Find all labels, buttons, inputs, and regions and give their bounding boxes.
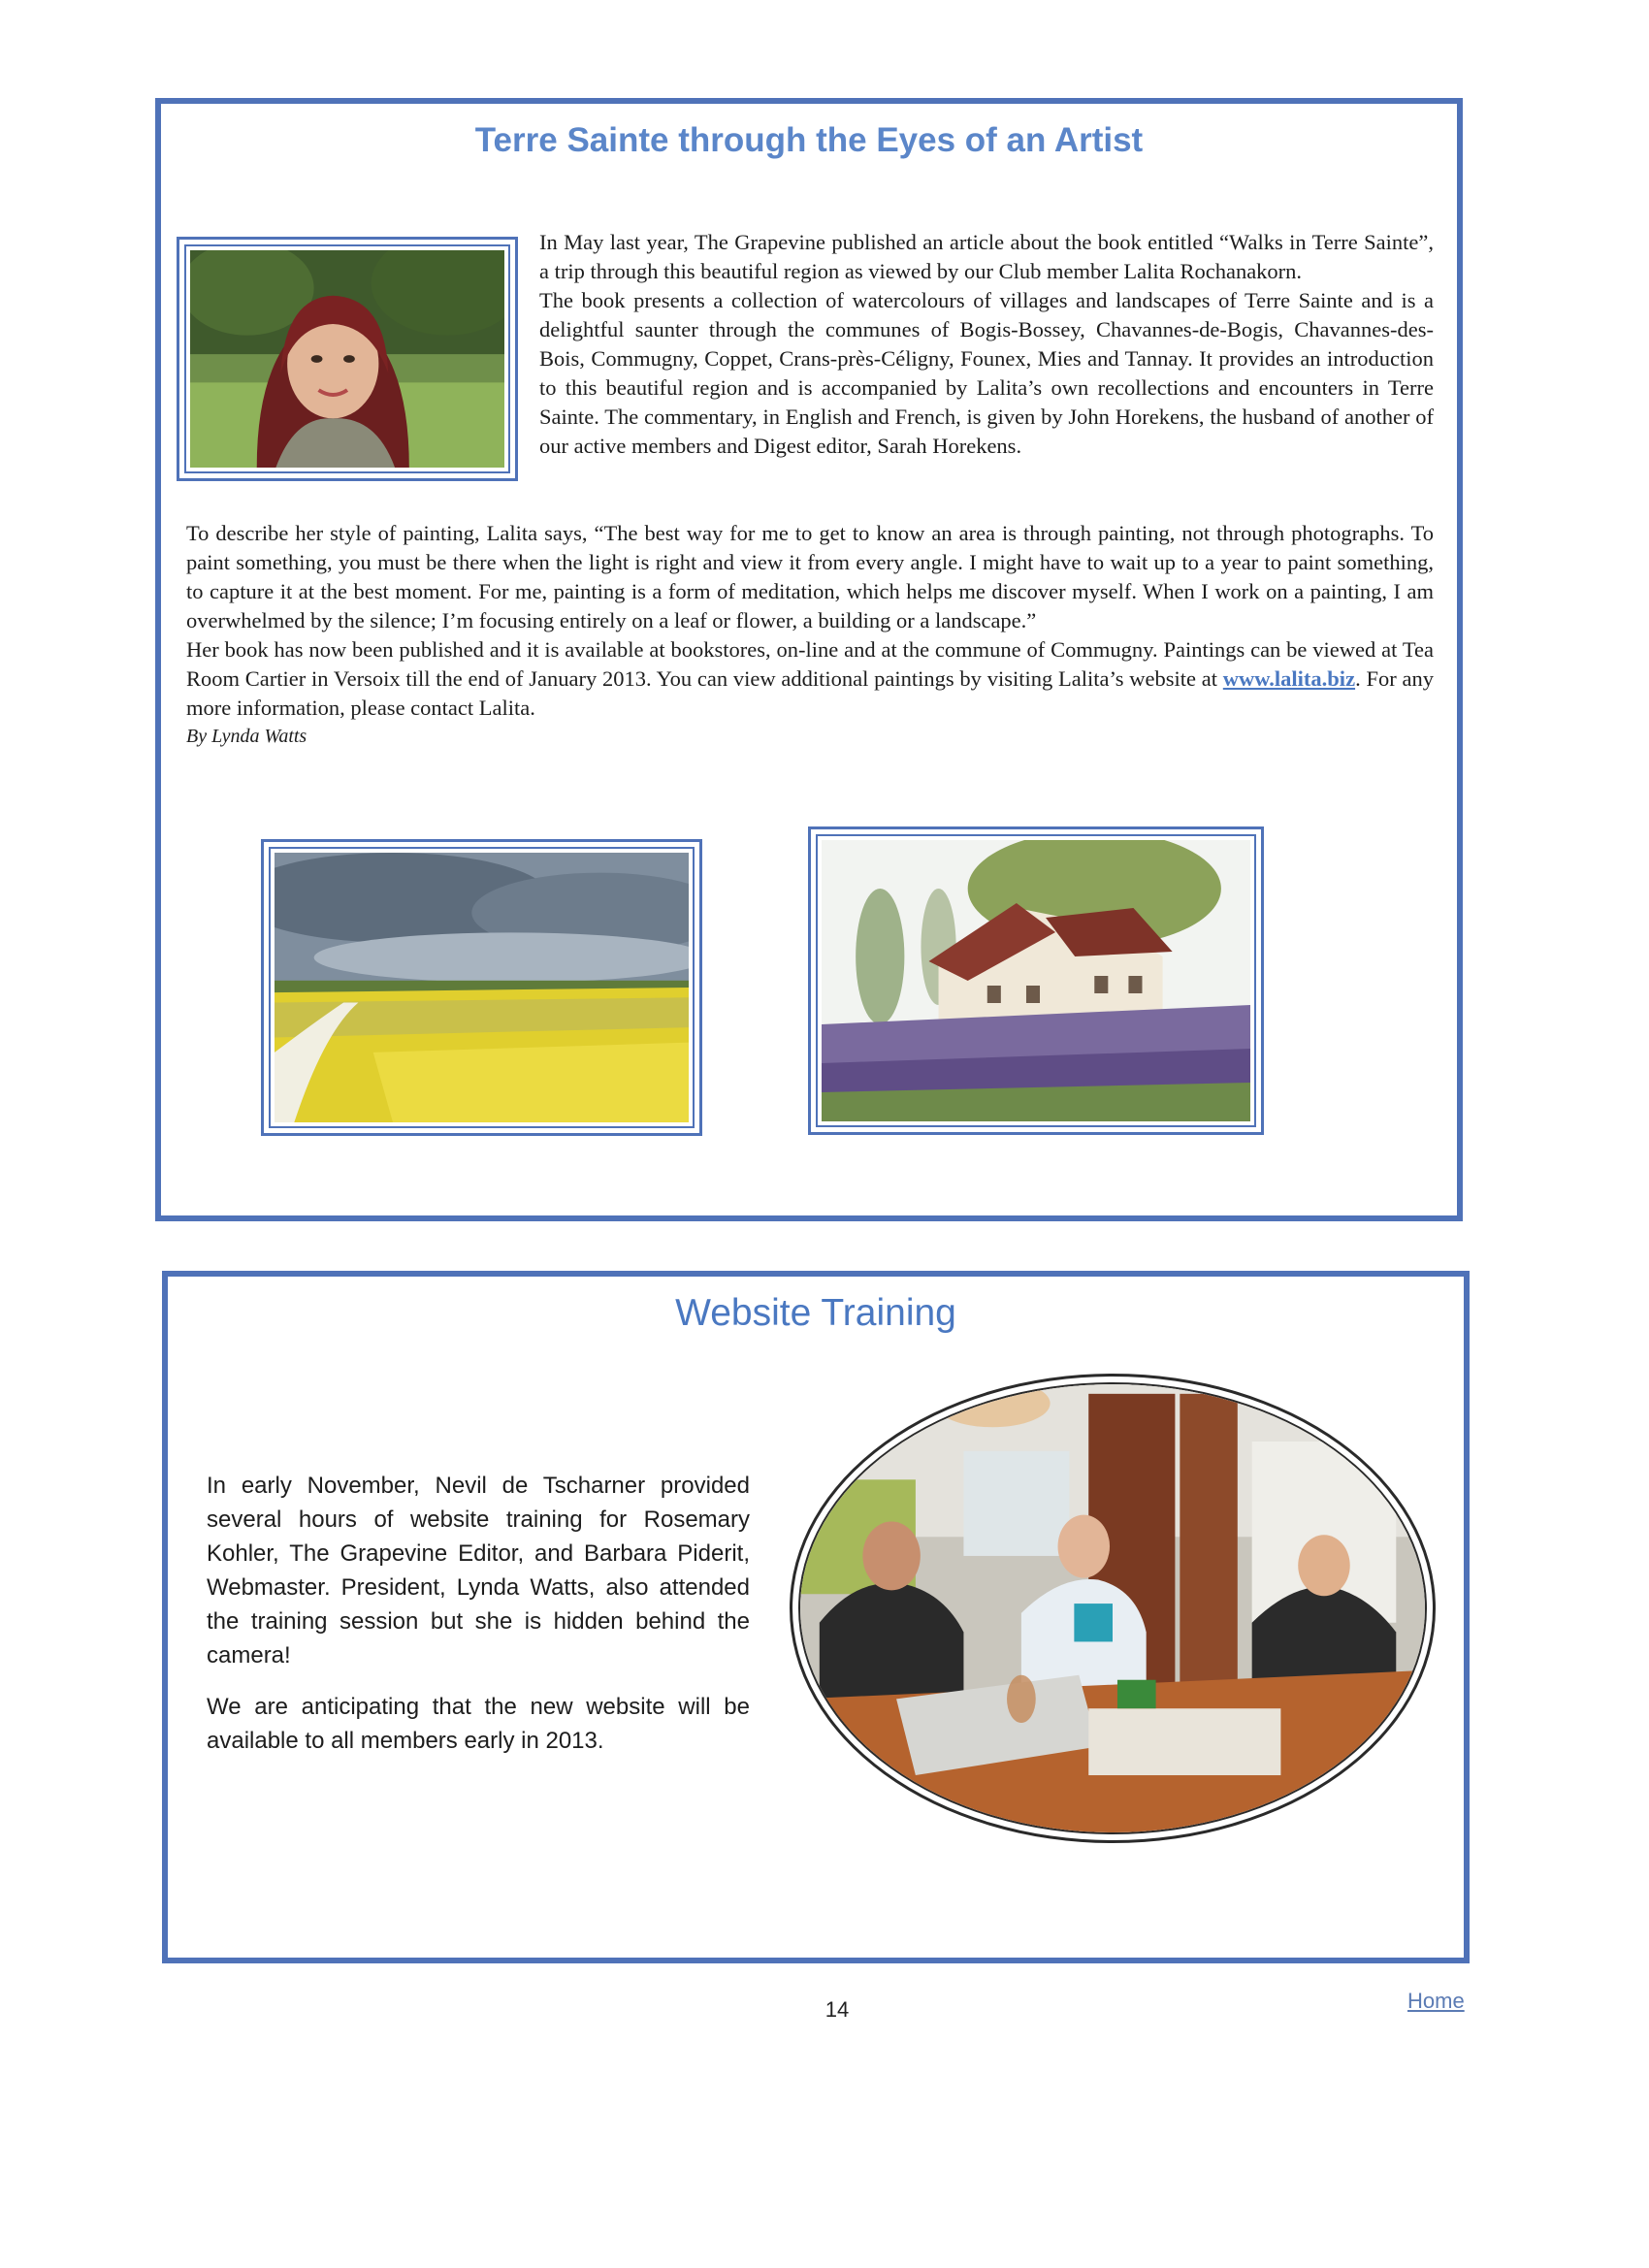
artist-article-box: [155, 98, 1463, 1221]
availability-text-end: . For any more information, please contact Lalita.: [186, 666, 1434, 720]
home-link[interactable]: Home: [1407, 1989, 1465, 2013]
training-paragraph-1: In early November, Nevil de Tscharner provided several hours of website training for Rosemary Kohler, The Grapevine Editor, and Barbara Piderit, Webmaster. President, Lynda Watts, also attended the training session but she is hidden behind the camera!: [207, 1473, 750, 1669]
availability-text: Her book has now been published and it is available at bookstores, on-line and at the commune of Commugny. Paintings can be viewed at Tea Room Cartier in Versoix till the end of January 2013. You can view additional paintings by visiting Lalita’s website at: [186, 637, 1434, 691]
intro-paragraph-1: In May last year, The Grapevine published an article about the book entitled “Walks in Terre Sainte”, a trip through this beautiful region as viewed by our Club member Lalita Rochanakorn.: [539, 230, 1434, 283]
field-watercolour-painting: [261, 839, 702, 1136]
house-lavender-painting: [808, 826, 1264, 1135]
quote-paragraph: To describe her style of painting, Lalita says, “The best way for me to get to know an area is through painting, not through photographs. To paint something, you must be there when the light is right and view it from every angle. I might have to wait up to a year to paint something, to capture it at the best moment. For me, painting is a form of meditation, which helps me discover myself. When I work on a painting, I am overwhelmed by the silence; I’m focusing entirely on a leaf or flower, a building or a landscape.”: [186, 521, 1434, 632]
training-session-photo: [790, 1374, 1436, 1843]
article-intro: [539, 228, 1434, 461]
training-paragraph-2: We are anticipating that the new website will be available to all members early in 2013.: [207, 1694, 750, 1754]
article-title: Terre Sainte through the Eyes of an Artist: [474, 121, 1144, 159]
availability-paragraph: [186, 635, 1434, 723]
article-body: [186, 519, 1434, 750]
lalita-website-link[interactable]: www.lalita.biz: [1222, 666, 1356, 691]
artist-portrait-photo: [177, 237, 518, 481]
page-number: 14: [824, 1997, 850, 2022]
website-training-box: [162, 1271, 1470, 1963]
training-title: Website Training: [675, 1292, 956, 1334]
intro-paragraph-2: The book presents a collection of watercolours of villages and landscapes of Terre Sainte and is a delightful saunter through the communes of Bogis-Bossey, Chavannes-de-Bogis, Chavannes-des-Bois, Commugny, Coppet, Crans-près-Céligny, Founex, Mies and Tannay. It provides an introduction to this beautiful region and is accompanied by Lalita’s own recollections and encounters in Terre Sainte. The commentary, in English and French, is given by John Horekens, the husband of another of our active members and Digest editor, Sarah Horekens.: [539, 288, 1434, 458]
training-text: [207, 1469, 750, 1775]
article-byline: By Lynda Watts: [186, 726, 307, 747]
